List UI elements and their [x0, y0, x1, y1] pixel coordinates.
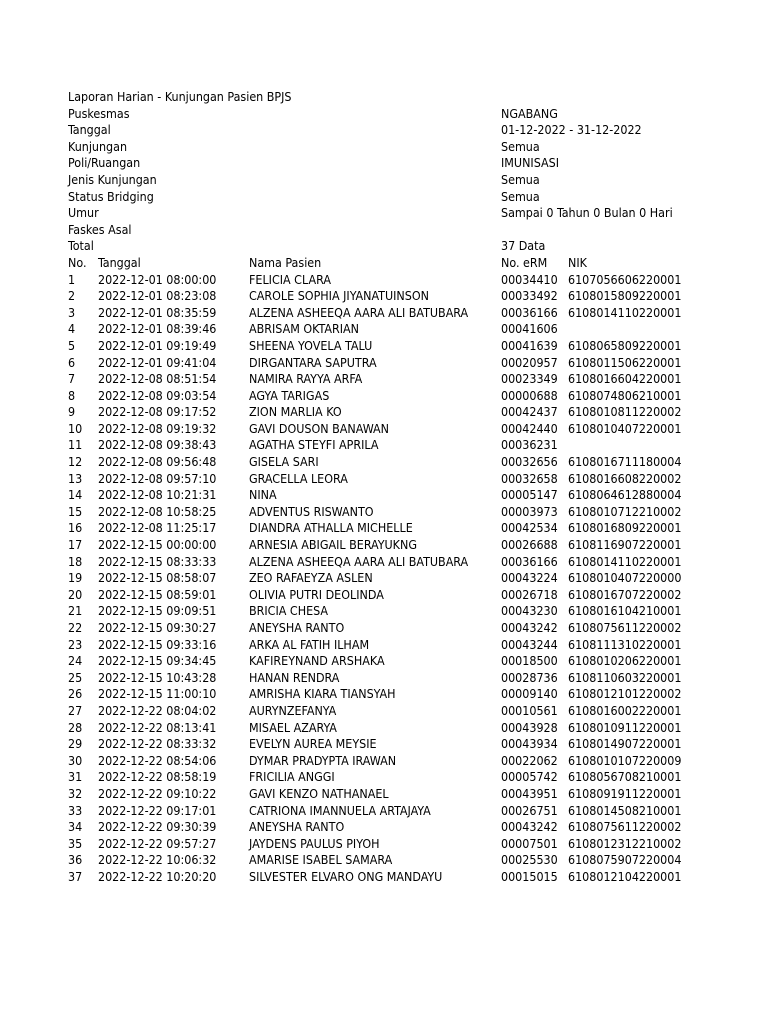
row-number: 27: [68, 702, 83, 718]
table-row: [68, 487, 708, 504]
patient-name: ZEO RAFAEYZA ASLEN: [249, 570, 373, 586]
visit-datetime: 2022-12-08 10:21:31: [98, 487, 217, 503]
table-row: [68, 272, 708, 289]
erm-number: 00026751: [501, 802, 558, 818]
visit-datetime: 2022-12-08 09:19:32: [98, 420, 217, 436]
column-header-name: Nama Pasien: [249, 254, 322, 270]
patient-name: OLIVIA PUTRI DEOLINDA: [249, 586, 384, 602]
table-row: [68, 686, 708, 703]
visit-datetime: 2022-12-15 09:09:51: [98, 603, 217, 619]
table-header: [68, 255, 708, 272]
erm-number: 00041606: [501, 321, 558, 337]
report-sheet: [68, 89, 708, 886]
meta-row: [68, 122, 708, 139]
row-number: 17: [68, 537, 83, 553]
visit-datetime: 2022-12-01 08:39:46: [98, 321, 217, 337]
table-row: [68, 620, 708, 637]
visit-datetime: 2022-12-08 08:51:54: [98, 371, 217, 387]
row-number: 24: [68, 653, 83, 669]
nik-number: 6107056606220001: [568, 271, 682, 287]
table-row: [68, 653, 708, 670]
row-number: 8: [68, 387, 76, 403]
row-number: 14: [68, 487, 83, 503]
row-number: 22: [68, 620, 83, 635]
row-number: 31: [68, 769, 83, 785]
nik-number: 6108016104210001: [568, 603, 682, 619]
nik-number: 6108014110220001: [568, 553, 682, 569]
patient-name: FRICILIA ANGGI: [249, 769, 335, 785]
erm-number: 00043244: [501, 636, 558, 652]
table-row: [68, 637, 708, 654]
meta-label: Puskesmas: [68, 105, 130, 121]
erm-number: 00043951: [501, 785, 558, 801]
table-row: [68, 471, 708, 488]
visit-datetime: 2022-12-08 09:38:43: [98, 437, 217, 453]
nik-number: 6108010107220009: [568, 752, 682, 768]
nik-number: 6108116907220001: [568, 537, 682, 553]
table-row: [68, 753, 708, 770]
patient-name: CATRIONA IMANNUELA ARTAJAYA: [249, 802, 431, 818]
erm-number: 00007501: [501, 835, 558, 851]
visit-datetime: 2022-12-08 09:56:48: [98, 454, 217, 470]
patient-name: DIRGANTARA SAPUTRA: [249, 354, 377, 370]
erm-number: 00042534: [501, 520, 558, 536]
meta-label: Status Bridging: [68, 188, 154, 204]
visit-datetime: 2022-12-15 11:00:10: [98, 686, 217, 702]
visit-datetime: 2022-12-22 08:58:19: [98, 769, 217, 785]
nik-number: 6108012104220001: [568, 868, 682, 884]
table-row: [68, 819, 708, 836]
nik-number: 6108075611220002: [568, 819, 682, 835]
meta-value: Sampai 0 Tahun 0 Bulan 0 Hari: [501, 205, 673, 221]
visit-datetime: 2022-12-22 08:54:06: [98, 752, 217, 768]
patient-name: ANEYSHA RANTO: [249, 620, 345, 635]
visit-datetime: 2022-12-15 09:34:45: [98, 653, 217, 669]
visit-datetime: 2022-12-01 08:00:00: [98, 271, 217, 287]
row-number: 4: [68, 321, 76, 337]
row-number: 23: [68, 636, 83, 652]
report-meta: [68, 106, 708, 255]
erm-number: 00010561: [501, 702, 558, 718]
nik-number: 6108012101220002: [568, 686, 682, 702]
row-number: 34: [68, 819, 83, 835]
visit-datetime: 2022-12-22 10:06:32: [98, 852, 217, 868]
row-number: 2: [68, 288, 76, 304]
patient-name: SILVESTER ELVARO ONG MANDAYU: [249, 868, 443, 884]
row-number: 37: [68, 868, 83, 884]
meta-label: Kunjungan: [68, 138, 128, 154]
column-header-nik: NIK: [568, 254, 587, 270]
table-row: [68, 305, 708, 322]
table-row: [68, 355, 708, 372]
patient-name: ABRISAM OKTARIAN: [249, 321, 359, 337]
meta-value: Semua: [501, 171, 540, 187]
patient-name: ZION MARLIA KO: [249, 404, 342, 420]
row-number: 16: [68, 520, 83, 536]
patient-name: ARKA AL FATIH ILHAM: [249, 636, 370, 652]
visit-datetime: 2022-12-22 10:20:20: [98, 868, 217, 884]
erm-number: 00005147: [501, 487, 558, 503]
patient-name: NINA: [249, 487, 277, 503]
patient-name: HANAN RENDRA: [249, 669, 340, 685]
visit-datetime: 2022-12-22 09:30:39: [98, 819, 217, 835]
meta-label: Umur: [68, 205, 99, 221]
nik-number: 6108010811220002: [568, 404, 682, 420]
table-row: [68, 388, 708, 405]
erm-number: 00005742: [501, 769, 558, 785]
erm-number: 00000688: [501, 387, 558, 403]
visit-datetime: 2022-12-01 08:23:08: [98, 288, 217, 304]
patient-table-body: [68, 272, 708, 886]
nik-number: 6108012312210002: [568, 835, 682, 851]
row-number: 12: [68, 454, 83, 470]
visit-datetime: 2022-12-22 09:10:22: [98, 785, 217, 801]
table-row: [68, 321, 708, 338]
nik-number: 6108010407220001: [568, 420, 682, 436]
meta-value: Semua: [501, 188, 540, 204]
nik-number: 6108016707220002: [568, 586, 682, 602]
meta-value: IMUNISASI: [501, 155, 559, 171]
nik-number: 6108016002220001: [568, 702, 682, 718]
table-row: [68, 570, 708, 587]
table-row: [68, 537, 708, 554]
meta-label: Faskes Asal: [68, 221, 132, 237]
visit-datetime: 2022-12-15 08:58:07: [98, 570, 217, 586]
meta-value: NGABANG: [501, 105, 558, 121]
row-number: 32: [68, 785, 83, 801]
meta-label: Tanggal: [68, 122, 111, 138]
row-number: 18: [68, 553, 83, 569]
erm-number: 00033492: [501, 288, 558, 304]
row-number: 28: [68, 719, 83, 735]
patient-name: GRACELLA LEORA: [249, 470, 348, 486]
row-number: 25: [68, 669, 83, 685]
visit-datetime: 2022-12-22 08:33:32: [98, 736, 217, 752]
table-row: [68, 338, 708, 355]
patient-name: AMRISHA KIARA TIANSYAH: [249, 686, 396, 702]
patient-name: NAMIRA RAYYA ARFA: [249, 371, 363, 387]
patient-name: CAROLE SOPHIA JIYANATUINSON: [249, 288, 429, 304]
row-number: 1: [68, 271, 76, 287]
table-row: [68, 670, 708, 687]
row-number: 11: [68, 437, 83, 453]
visit-datetime: 2022-12-22 08:04:02: [98, 702, 217, 718]
nik-number: 6108011506220001: [568, 354, 682, 370]
nik-number: 6108075611220002: [568, 620, 682, 635]
patient-name: AGYA TARIGAS: [249, 387, 330, 403]
meta-value: 01-12-2022 - 31-12-2022: [501, 122, 642, 138]
nik-number: 6108065809220001: [568, 337, 682, 353]
table-row: [68, 869, 708, 886]
erm-number: 00015015: [501, 868, 558, 884]
meta-row: [68, 172, 708, 189]
erm-number: 00036166: [501, 304, 558, 320]
meta-label: Jenis Kunjungan: [68, 171, 157, 187]
erm-number: 00043230: [501, 603, 558, 619]
erm-number: 00043242: [501, 620, 558, 635]
nik-number: 6108074806210001: [568, 387, 682, 403]
table-row: [68, 554, 708, 571]
patient-name: AGATHA STEYFI APRILA: [249, 437, 379, 453]
row-number: 15: [68, 503, 83, 519]
erm-number: 00032656: [501, 454, 558, 470]
patient-name: KAFIREYNAND ARSHAKA: [249, 653, 385, 669]
nik-number: 6108056708210001: [568, 769, 682, 785]
erm-number: 00020957: [501, 354, 558, 370]
nik-number: 6108014508210001: [568, 802, 682, 818]
meta-value: 37 Data: [501, 238, 546, 254]
patient-name: BRICIA CHESA: [249, 603, 329, 619]
erm-number: 00043934: [501, 736, 558, 752]
nik-number: 6108110603220001: [568, 669, 682, 685]
patient-name: AURYNZEFANYA: [249, 702, 337, 718]
table-row: [68, 288, 708, 305]
row-number: 3: [68, 304, 76, 320]
visit-datetime: 2022-12-01 09:41:04: [98, 354, 217, 370]
erm-number: 00034410: [501, 271, 558, 287]
row-number: 21: [68, 603, 83, 619]
visit-datetime: 2022-12-15 09:30:27: [98, 620, 217, 635]
visit-datetime: 2022-12-22 08:13:41: [98, 719, 217, 735]
meta-row: [68, 222, 708, 239]
visit-datetime: 2022-12-15 08:33:33: [98, 553, 217, 569]
erm-number: 00041639: [501, 337, 558, 353]
meta-row: [68, 155, 708, 172]
visit-datetime: 2022-12-22 09:17:01: [98, 802, 217, 818]
visit-datetime: 2022-12-15 10:43:28: [98, 669, 217, 685]
row-number: 13: [68, 470, 83, 486]
row-number: 29: [68, 736, 83, 752]
nik-number: 6108016809220001: [568, 520, 682, 536]
table-row: [68, 736, 708, 753]
visit-datetime: 2022-12-15 09:33:16: [98, 636, 217, 652]
patient-name: EVELYN AUREA MEYSIE: [249, 736, 377, 752]
visit-datetime: 2022-12-08 11:25:17: [98, 520, 217, 536]
row-number: 26: [68, 686, 83, 702]
patient-name: ADVENTUS RISWANTO: [249, 503, 374, 519]
erm-number: 00042437: [501, 404, 558, 420]
table-row: [68, 703, 708, 720]
erm-number: 00036166: [501, 553, 558, 569]
nik-number: 6108075907220004: [568, 852, 682, 868]
erm-number: 00026688: [501, 537, 558, 553]
visit-datetime: 2022-12-22 09:57:27: [98, 835, 217, 851]
visit-datetime: 2022-12-15 08:59:01: [98, 586, 217, 602]
visit-datetime: 2022-12-01 09:19:49: [98, 337, 217, 353]
table-row: [68, 437, 708, 454]
table-row: [68, 520, 708, 537]
patient-name: FELICIA CLARA: [249, 271, 331, 287]
erm-number: 00043224: [501, 570, 558, 586]
nik-number: 6108010712210002: [568, 503, 682, 519]
erm-number: 00028736: [501, 669, 558, 685]
erm-number: 00009140: [501, 686, 558, 702]
patient-name: DIANDRA ATHALLA MICHELLE: [249, 520, 413, 536]
table-row: [68, 803, 708, 820]
meta-row: [68, 106, 708, 123]
erm-number: 00023349: [501, 371, 558, 387]
table-row: [68, 769, 708, 786]
nik-number: 6108016604220001: [568, 371, 682, 387]
patient-name: GISELA SARI: [249, 454, 319, 470]
table-row: [68, 720, 708, 737]
meta-row: [68, 205, 708, 222]
patient-name: JAYDENS PAULUS PIYOH: [249, 835, 380, 851]
visit-datetime: 2022-12-01 08:35:59: [98, 304, 217, 320]
table-row: [68, 852, 708, 869]
erm-number: 00003973: [501, 503, 558, 519]
visit-datetime: 2022-12-08 09:57:10: [98, 470, 217, 486]
nik-number: 6108016608220002: [568, 470, 682, 486]
row-number: 36: [68, 852, 83, 868]
patient-name: SHEENA YOVELA TALU: [249, 337, 373, 353]
nik-number: 6108016711180004: [568, 454, 682, 470]
erm-number: 00043928: [501, 719, 558, 735]
patient-name: ANEYSHA RANTO: [249, 819, 345, 835]
nik-number: 6108014907220001: [568, 736, 682, 752]
meta-label: Total: [68, 238, 94, 254]
table-row: [68, 836, 708, 853]
nik-number: 6108010407220000: [568, 570, 682, 586]
table-row: [68, 587, 708, 604]
erm-number: 00036231: [501, 437, 558, 453]
nik-number: 6108010206220001: [568, 653, 682, 669]
table-row: [68, 786, 708, 803]
row-number: 35: [68, 835, 83, 851]
table-row: [68, 454, 708, 471]
column-header-date: Tanggal: [98, 254, 141, 270]
row-number: 6: [68, 354, 76, 370]
patient-name: ALZENA ASHEEQA AARA ALI BATUBARA: [249, 553, 469, 569]
patient-name: GAVI KENZO NATHANAEL: [249, 785, 389, 801]
meta-label: Poli/Ruangan: [68, 155, 141, 171]
erm-number: 00026718: [501, 586, 558, 602]
row-number: 33: [68, 802, 83, 818]
row-number: 10: [68, 420, 83, 436]
nik-number: 6108064612880004: [568, 487, 682, 503]
patient-name: AMARISE ISABEL SAMARA: [249, 852, 393, 868]
patient-name: ALZENA ASHEEQA AARA ALI BATUBARA: [249, 304, 469, 320]
row-number: 9: [68, 404, 76, 420]
row-number: 7: [68, 371, 76, 387]
erm-number: 00042440: [501, 420, 558, 436]
visit-datetime: 2022-12-08 09:17:52: [98, 404, 217, 420]
erm-number: 00018500: [501, 653, 558, 669]
report-title: Laporan Harian - Kunjungan Pasien BPJS: [68, 89, 292, 104]
row-number: 20: [68, 586, 83, 602]
row-number: 5: [68, 337, 76, 353]
erm-number: 00022062: [501, 752, 558, 768]
patient-name: ARNESIA ABIGAIL BERAYUKNG: [249, 537, 417, 553]
column-header-erm: No. eRM: [501, 254, 548, 270]
patient-name: MISAEL AZARYA: [249, 719, 337, 735]
nik-number: 6108015809220001: [568, 288, 682, 304]
row-number: 19: [68, 570, 83, 586]
table-row: [68, 371, 708, 388]
table-row: [68, 404, 708, 421]
erm-number: 00043242: [501, 819, 558, 835]
meta-row: [68, 189, 708, 206]
table-row: [68, 421, 708, 438]
erm-number: 00025530: [501, 852, 558, 868]
nik-number: 6108014110220001: [568, 304, 682, 320]
meta-row: [68, 238, 708, 255]
nik-number: 6108111310220001: [568, 636, 682, 652]
table-row: [68, 504, 708, 521]
column-header-no: No.: [68, 254, 87, 270]
meta-row: [68, 139, 708, 156]
visit-datetime: 2022-12-15 00:00:00: [98, 537, 217, 553]
visit-datetime: 2022-12-08 09:03:54: [98, 387, 217, 403]
meta-value: Semua: [501, 138, 540, 154]
report-title-row: [68, 89, 708, 106]
erm-number: 00032658: [501, 470, 558, 486]
nik-number: 6108091911220001: [568, 785, 682, 801]
row-number: 30: [68, 752, 83, 768]
patient-name: GAVI DOUSON BANAWAN: [249, 420, 390, 436]
nik-number: 6108010911220001: [568, 719, 682, 735]
table-row: [68, 603, 708, 620]
patient-name: DYMAR PRADYPTA IRAWAN: [249, 752, 397, 768]
visit-datetime: 2022-12-08 10:58:25: [98, 503, 217, 519]
